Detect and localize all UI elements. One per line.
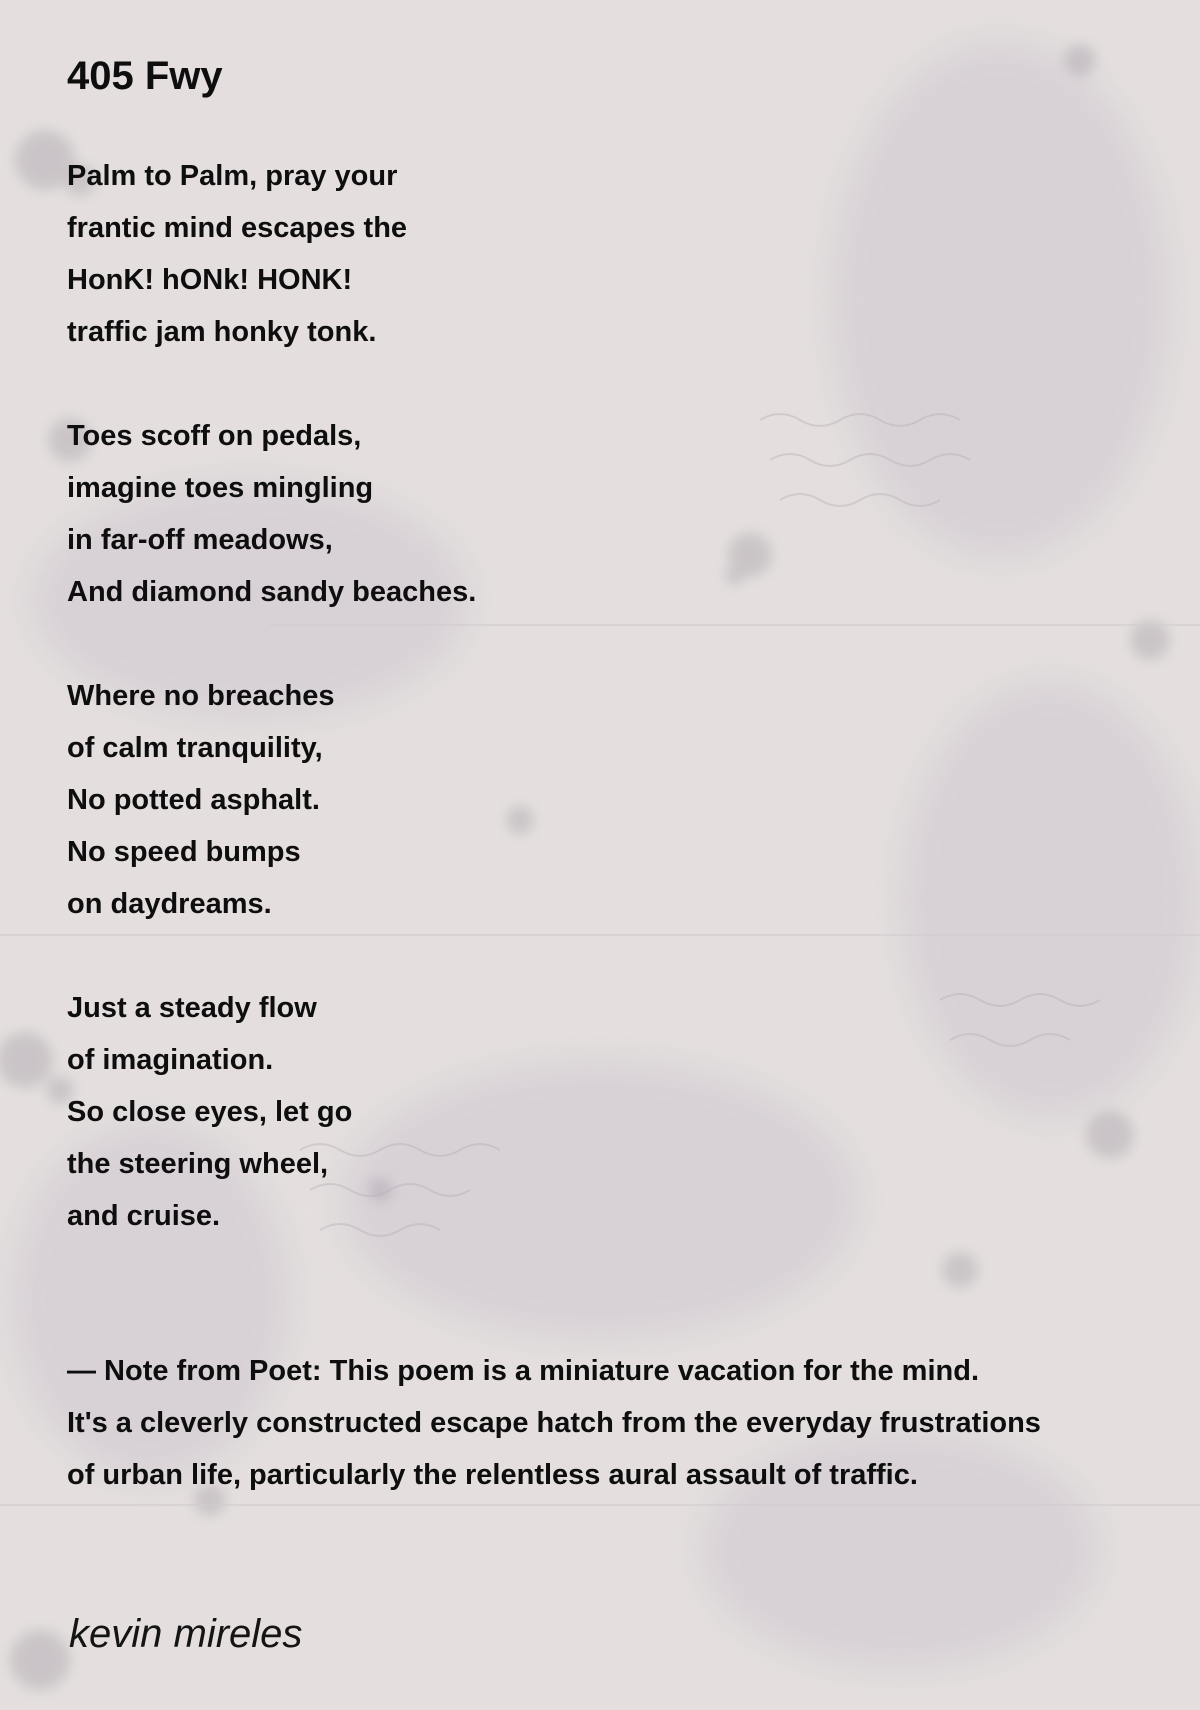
poem-line: Just a steady flow	[67, 992, 317, 1024]
poet-note-line: It's a cleverly constructed escape hatch from the everyday frustrations	[67, 1407, 1041, 1439]
poet-note-line: — Note from Poet: This poem is a miniature vacation for the mind.	[67, 1355, 980, 1387]
poem-line: on daydreams.	[67, 888, 272, 920]
author-name: kevin mireles	[69, 1612, 303, 1656]
poem-line: HonK! hONk! HONK!	[67, 264, 353, 296]
poem-line: So close eyes, let go	[67, 1096, 353, 1128]
poem-line: Toes scoff on pedals,	[67, 420, 362, 452]
poem-line: Palm to Palm, pray your	[67, 160, 398, 192]
poem-title: 405 Fwy	[67, 54, 223, 98]
stanza-2	[67, 410, 1167, 618]
poem-line: of calm tranquility,	[67, 732, 323, 764]
poem-line: the steering wheel,	[67, 1148, 329, 1180]
poem-line: No speed bumps	[67, 836, 301, 868]
poem-line: And diamond sandy beaches.	[67, 576, 477, 608]
poet-note	[67, 1345, 1187, 1501]
poem-line: of imagination.	[67, 1044, 274, 1076]
poem-line: No potted asphalt.	[67, 784, 320, 816]
stanza-4	[67, 982, 1167, 1242]
poem-body	[67, 150, 1167, 1294]
poem-line: frantic mind escapes the	[67, 212, 408, 244]
poem-line: and cruise.	[67, 1200, 221, 1232]
poem-line: imagine toes mingling	[67, 472, 374, 504]
poet-note-line: of urban life, particularly the relentless aural assault of traffic.	[67, 1459, 918, 1491]
stanza-1	[67, 150, 1167, 358]
stanza-3	[67, 670, 1167, 930]
poem-line: Where no breaches	[67, 680, 335, 712]
poem-line: traffic jam honky tonk.	[67, 316, 377, 348]
poem-line: in far-off meadows,	[67, 524, 333, 556]
